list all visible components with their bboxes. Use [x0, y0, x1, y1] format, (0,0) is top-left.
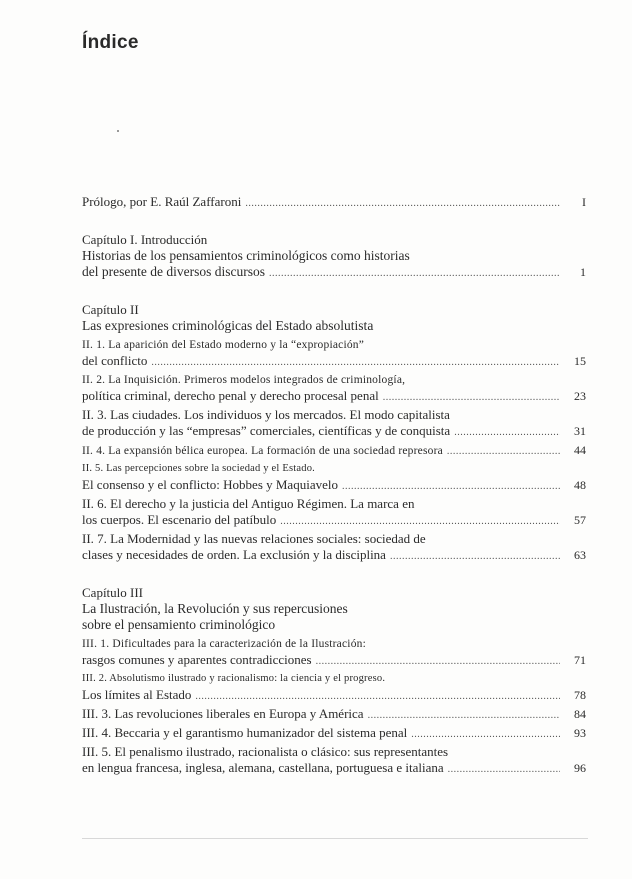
table-of-contents: [82, 194, 586, 776]
toc-entry-line: III. 1. Dificultades para la caracterización de la Ilustración:: [82, 638, 366, 650]
page-number: 31: [574, 424, 586, 438]
chapter-subtitle-line: La Ilustración, la Revolución y sus repercusiones: [82, 601, 348, 616]
toc-entry-text: Prólogo, por E. Raúl Zaffaroni: [82, 194, 242, 209]
page-title: Índice: [82, 32, 139, 53]
page-number: 78: [574, 688, 586, 702]
page-number: 57: [574, 513, 586, 527]
chapter-subtitle: Las expresiones criminológicas del Estado absolutista: [82, 318, 374, 333]
dot-leader: [342, 477, 560, 495]
page-bottom-rule: [82, 838, 588, 839]
chapter-heading: Capítulo I. Introducción: [82, 232, 208, 247]
toc-entry[interactable]: [82, 248, 586, 280]
page-number: 84: [574, 707, 586, 721]
toc-entry-text: política criminal, derecho penal y derecho procesal penal: [82, 388, 379, 403]
toc-entry-text: de producción y las “empresas” comerciales, científicas y de conquista: [82, 423, 451, 438]
page-number: I: [582, 195, 586, 209]
dot-leader: [448, 760, 560, 778]
toc-entry-text: Los límites al Estado: [82, 687, 192, 702]
chapter-1: [82, 232, 586, 280]
toc-entry-line: III. 2. Absolutismo ilustrado y racionalismo: la ciencia y el progreso.: [82, 673, 386, 684]
page-number: 15: [574, 354, 586, 368]
page-number: 71: [574, 653, 586, 667]
dot-leader: [368, 706, 560, 724]
toc-entry[interactable]: [82, 725, 586, 741]
toc-entry-text: III. 4. Beccaria y el garantismo humanizador del sistema penal: [82, 725, 408, 740]
toc-entry-text: los cuerpos. El escenario del patíbulo: [82, 512, 277, 527]
toc-entry-text: rasgos comunes y aparentes contradicciones: [82, 652, 312, 667]
toc-entry[interactable]: [82, 636, 586, 668]
chapter-heading: Capítulo II: [82, 302, 139, 317]
dot-leader: [390, 547, 560, 565]
toc-entry[interactable]: [82, 531, 586, 563]
dot-leader: [447, 442, 560, 460]
toc-entry-line: II. 5. Las percepciones sobre la sociedad y el Estado.: [82, 463, 315, 474]
toc-entry[interactable]: [82, 744, 586, 776]
toc-entry-last-line: [82, 264, 586, 280]
dot-leader: [411, 725, 560, 743]
page-number: 96: [574, 761, 586, 775]
toc-entry-text: del conflicto: [82, 353, 148, 368]
toc-entry[interactable]: [82, 407, 586, 439]
toc-entry-text: El consenso y el conflicto: Hobbes y Maquiavelo: [82, 477, 338, 492]
stray-mark: [117, 130, 119, 132]
toc-entry-line: II. 1. La aparición del Estado moderno y la “expropiación”: [82, 339, 365, 351]
page-number: 23: [574, 389, 586, 403]
page-number: 63: [574, 548, 586, 562]
chapter-subtitle-line: sobre el pensamiento criminológico: [82, 617, 276, 632]
dot-leader: [316, 652, 560, 670]
page-number: 93: [574, 726, 586, 740]
chapter-2: [82, 302, 586, 563]
toc-entry-line: II. 2. La Inquisición. Primeros modelos integrados de criminología,: [82, 374, 406, 386]
chapter-heading: Capítulo III: [82, 585, 144, 600]
page-number: 1: [580, 265, 586, 279]
toc-entry[interactable]: [82, 496, 586, 528]
dot-leader: [454, 423, 560, 441]
toc-entry[interactable]: [82, 671, 586, 703]
toc-entry-line: III. 5. El penalismo ilustrado, racionalista o clásico: sus representantes: [82, 744, 449, 759]
toc-entry[interactable]: [82, 461, 586, 493]
toc-entry[interactable]: [82, 706, 586, 722]
toc-entry[interactable]: [82, 442, 586, 458]
dot-leader: [245, 194, 560, 212]
toc-entry-text: del presente de diversos discursos: [82, 264, 265, 279]
dot-leader: [269, 264, 560, 282]
toc-entry[interactable]: [82, 337, 586, 369]
toc-entry-line: Historias de los pensamientos criminológicos como historias: [82, 248, 410, 263]
dot-leader: [280, 512, 560, 530]
dot-leader: [195, 687, 560, 705]
dot-leader: [151, 353, 560, 371]
page-number: 48: [574, 478, 586, 492]
toc-entry-text: II. 4. La expansión bélica europea. La formación de una sociedad represora: [82, 445, 443, 457]
toc-entry-text: clases y necesidades de orden. La exclusión y la disciplina: [82, 547, 386, 562]
toc-entry-prologue[interactable]: [82, 194, 586, 210]
toc-entry-text: III. 3. Las revoluciones liberales en Europa y América: [82, 706, 364, 721]
toc-entry[interactable]: [82, 372, 586, 404]
dot-leader: [383, 388, 560, 406]
page-number: 44: [574, 443, 586, 457]
toc-entry-line: II. 6. El derecho y la justicia del Antiguo Régimen. La marca en: [82, 496, 415, 511]
chapter-3: [82, 585, 586, 776]
toc-entry-line: II. 7. La Modernidad y las nuevas relaciones sociales: sociedad de: [82, 531, 426, 546]
toc-entry-line: II. 3. Las ciudades. Los individuos y los mercados. El modo capitalista: [82, 407, 450, 422]
toc-entry-text: en lengua francesa, inglesa, alemana, castellana, portuguesa e italiana: [82, 760, 444, 775]
